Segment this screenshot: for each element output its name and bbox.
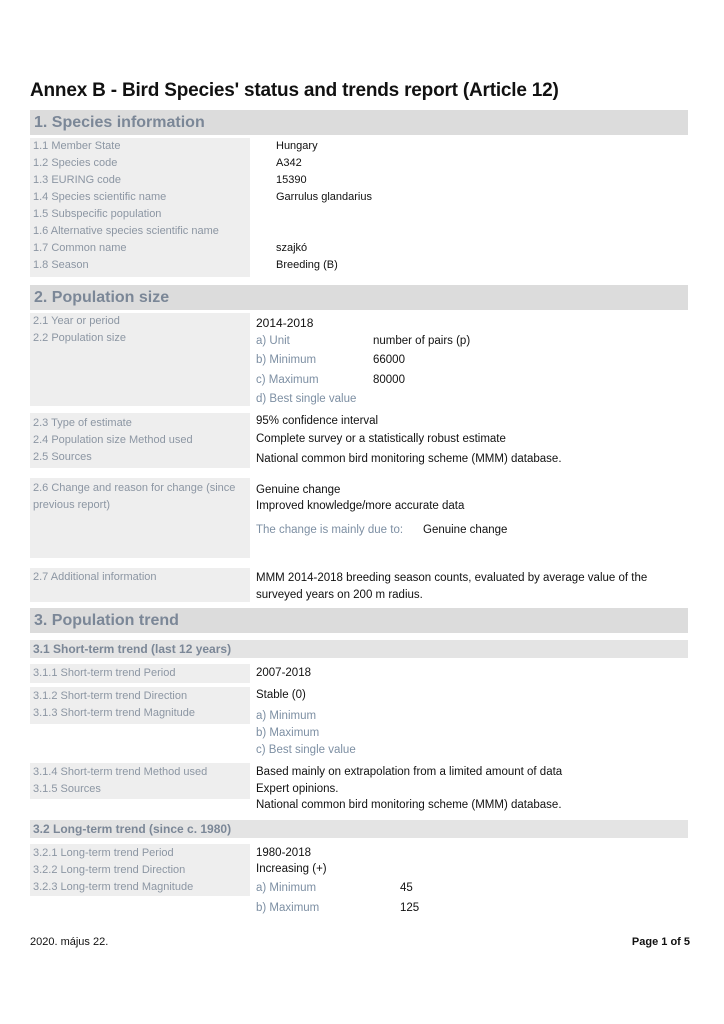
long-term-labels <box>30 844 250 896</box>
sublabel-minimum: b) Minimum <box>256 354 317 366</box>
label-additional-info: 2.7 Additional information <box>30 568 250 602</box>
section-heading-species-information: 1. Species information <box>30 110 688 135</box>
sublabel-unit: a) Unit <box>256 335 290 347</box>
sublabel-change-due: The change is mainly due to: <box>256 524 404 536</box>
value-st-sources-2: National common bird monitoring scheme (MMM) database. <box>256 799 562 811</box>
value-minimum: 66000 <box>373 354 405 366</box>
species-info-label-column <box>30 138 250 277</box>
estimate-label-block <box>30 413 250 468</box>
value-lt-maximum: 125 <box>400 902 420 914</box>
species-info-value-column <box>276 138 372 274</box>
value-alternative-name <box>276 223 372 240</box>
label-st-direction: 3.1.2 Short-term trend Direction <box>33 690 188 702</box>
value-member-state: Hungary <box>276 140 318 152</box>
label-year-period: 2.1 Year or period <box>33 315 120 327</box>
subsection-long-term-trend: 3.2 Long-term trend (since c. 1980) <box>30 820 688 838</box>
value-maximum: 80000 <box>373 374 405 386</box>
label-st-period: 3.1.1 Short-term trend Period <box>30 664 250 683</box>
value-scientific-name: Garrulus glandarius <box>276 191 372 203</box>
value-unit: number of pairs (p) <box>373 335 471 347</box>
label-st-sources: 3.1.5 Sources <box>33 783 101 795</box>
label-sources: 2.5 Sources <box>33 451 92 463</box>
label-lt-direction: 3.2.2 Long-term trend Direction <box>33 864 186 876</box>
value-season: Breeding (B) <box>276 259 338 271</box>
value-change-1: Genuine change <box>256 484 341 496</box>
sublabel-st-minimum: a) Minimum <box>256 710 317 722</box>
sublabel-maximum: c) Maximum <box>256 374 319 386</box>
subsection-short-term-trend: 3.1 Short-term trend (last 12 years) <box>30 640 688 658</box>
value-species-code: A342 <box>276 157 302 169</box>
sublabel-lt-minimum: a) Minimum <box>256 882 317 894</box>
sublabel-st-maximum: b) Maximum <box>256 727 320 739</box>
value-lt-period: 1980-2018 <box>256 847 311 859</box>
label-lt-period: 3.2.1 Long-term trend Period <box>33 847 174 859</box>
value-type-of-estimate: 95% confidence interval <box>256 415 379 427</box>
value-year-period: 2014-2018 <box>256 316 314 330</box>
label-method-used: 2.4 Population size Method used <box>33 434 193 446</box>
value-subspecific-population <box>276 206 372 223</box>
label-common-name: 1.7 Common name <box>33 242 127 254</box>
label-population-size: 2.2 Population size <box>33 332 126 344</box>
footer-date: 2020. május 22. <box>30 936 109 948</box>
document-title: Annex B - Bird Species' status and trends report (Article 12) <box>30 80 559 101</box>
value-st-method: Based mainly on extrapolation from a limited amount of data <box>256 766 563 778</box>
value-change-due: Genuine change <box>423 524 508 536</box>
sublabel-lt-maximum: b) Maximum <box>256 902 320 914</box>
label-member-state: 1.1 Member State <box>33 140 121 152</box>
footer-page-number: Page 1 of 5 <box>631 936 690 948</box>
label-subspecific-population: 1.5 Subspecific population <box>33 208 162 220</box>
population-size-label-block <box>30 313 250 406</box>
section-heading-population-size: 2. Population size <box>30 285 688 310</box>
label-euring-code: 1.3 EURING code <box>33 174 122 186</box>
label-change-reason: 2.6 Change and reason for change (since previous report) <box>30 478 250 558</box>
value-lt-minimum: 45 <box>400 882 413 894</box>
value-common-name: szajkó <box>276 242 308 254</box>
label-alternative-name: 1.6 Alternative species scientific name <box>33 225 219 237</box>
value-sources: National common bird monitoring scheme (MMM) database. <box>256 453 562 465</box>
label-lt-magnitude: 3.2.3 Long-term trend Magnitude <box>33 881 194 893</box>
value-lt-direction: Increasing (+) <box>256 863 327 875</box>
value-st-period: 2007-2018 <box>256 667 311 679</box>
section-heading-population-trend: 3. Population trend <box>30 608 688 633</box>
value-change-2: Improved knowledge/more accurate data <box>256 500 465 512</box>
sublabel-st-best: c) Best single value <box>256 744 356 756</box>
label-scientific-name: 1.4 Species scientific name <box>33 191 167 203</box>
label-season: 1.8 Season <box>33 259 89 271</box>
label-type-of-estimate: 2.3 Type of estimate <box>33 417 132 429</box>
value-method-used: Complete survey or a statistically robust estimate <box>256 433 506 445</box>
st-method-sources-labels <box>30 763 250 799</box>
value-st-direction: Stable (0) <box>256 689 306 701</box>
value-additional-info: MMM 2014-2018 breeding season counts, evaluated by average value of the surveyed years on 200 m radius. <box>256 572 648 601</box>
label-species-code: 1.2 Species code <box>33 157 118 169</box>
value-euring-code: 15390 <box>276 174 307 186</box>
st-direction-magnitude-labels <box>30 687 250 724</box>
label-st-method: 3.1.4 Short-term trend Method used <box>33 766 208 778</box>
label-st-magnitude: 3.1.3 Short-term trend Magnitude <box>33 707 196 719</box>
value-st-sources-1: Expert opinions. <box>256 783 339 795</box>
sublabel-best-single-value: d) Best single value <box>256 393 357 405</box>
